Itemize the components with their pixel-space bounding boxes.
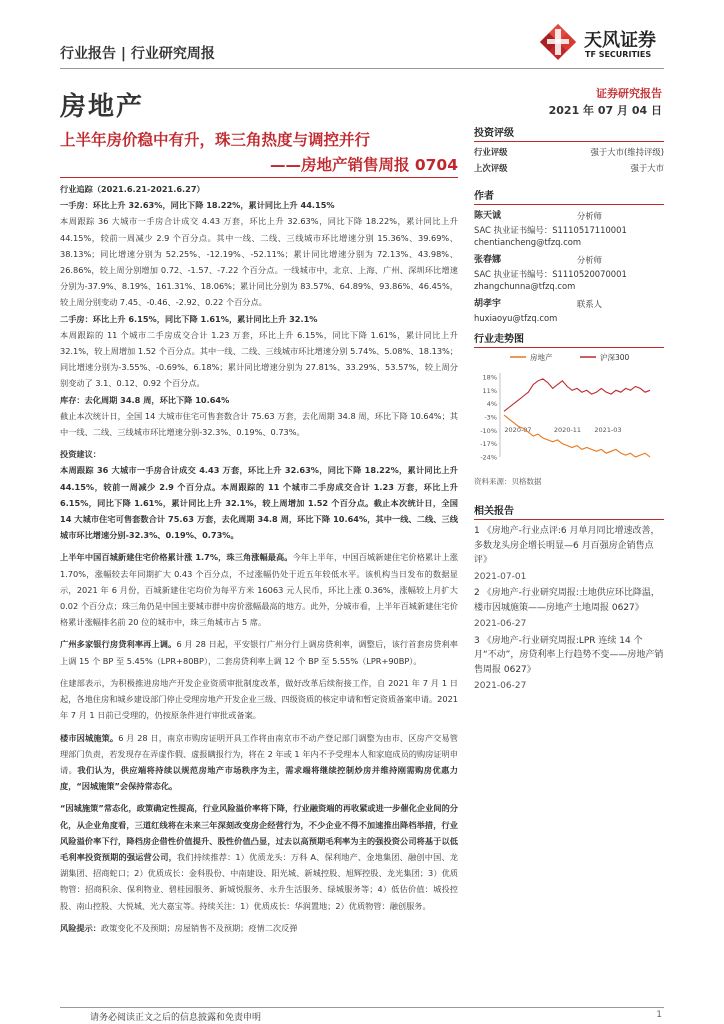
y-tick-label: -24%	[480, 453, 497, 462]
author-entry	[474, 208, 664, 248]
risk-body: 政策变化不及预期；房屋销售不及预期；疫情二次反弹	[100, 922, 298, 933]
related-report-date: 2021-06-27	[474, 681, 527, 691]
author-cert: SAC 执业证书编号：S1110520070001	[474, 269, 627, 279]
y-tick-label: -3%	[484, 413, 497, 422]
x-tick-label: 2021-03	[594, 426, 622, 434]
footer-disclaimer: 请务必阅读正文之后的信息披露和免责申明	[90, 1013, 262, 1023]
author-name: 胡孝宇	[474, 299, 502, 309]
risk-paragraph	[60, 920, 458, 936]
related-report-date: 2021-07-01	[474, 571, 527, 582]
advice-heading: 投资建议：	[60, 449, 101, 460]
series-line	[504, 415, 650, 457]
policy-view-body: 供应端将持续以规范房地产市场秩序为主，需求端将继续控制炒房并维持刚需购房优惠力度，“因城施策”会保持常态化。	[60, 764, 458, 792]
author-email[interactable]: huxiaoyu@tfzq.com	[474, 313, 558, 323]
rating-section	[474, 124, 664, 176]
related-title: 相关报告	[474, 502, 664, 520]
report-type: 证券研究报告	[596, 87, 662, 100]
page-number: 1	[656, 1010, 662, 1020]
author-role: 分析师	[576, 211, 602, 221]
author-role: 分析师	[576, 255, 602, 265]
footer-divider	[60, 1007, 664, 1008]
recommendation-paragraph	[60, 800, 458, 913]
company-logo	[536, 20, 666, 66]
y-tick-label: 4%	[486, 400, 497, 409]
recommendation-body: 我们持续推荐：1）优质龙头：万科 A、保利地产、金地集团、融创中国、龙湖集团、招商蛇口；2）优质成长：金科股份、中南建设、阳光城、新城控股、旭辉控股、龙光集团；3）优质物管：招商积余、保利物业、碧桂园服务、新城悦服务、永升生活服务、绿城服务等；4）低估价值：城投控股、南山控股、大悦城、光大嘉宝等。持续关注：1）优质成长：华润置地；2）优质物管：融创服务。	[60, 851, 458, 911]
industry-rating-value: 强于大市(维持评级)	[590, 147, 664, 157]
industry-rating-label: 行业评级	[474, 147, 508, 157]
mortgage-paragraph	[60, 636, 458, 668]
trend-section	[474, 330, 664, 348]
price-lead: 上半年中国百城新建住宅价格累计涨 1.7%，珠三角涨幅最高。	[60, 552, 293, 563]
x-tick-label: 2020-11	[553, 426, 582, 434]
risk-lead: 风险提示：	[60, 922, 101, 933]
authors-section	[474, 187, 664, 324]
policy-lead: 楼市因城施策。	[60, 732, 119, 743]
logo-chinese: 天风证券	[584, 30, 656, 51]
author-entry	[474, 252, 664, 292]
policy-view: 我们认为，	[77, 764, 121, 775]
new-home-heading: 一手房：环比上升 32.63%，同比下降 18.22%，累计同比上升 44.15%	[60, 200, 335, 211]
tracking-heading: 行业追踪（2021.6.21-2021.6.27）	[60, 184, 205, 194]
sector-title: 房地产	[60, 92, 145, 122]
author-name: 张春娜	[474, 255, 502, 265]
recommendation-lead: “因城施策”常态化，政策确定性提高，行业风险溢价率将下降，行业融资端的再收紧或进一步催化企业间的分化，从企业角度看，三道红线将在未来三年深刻改变房企经营行为，不少企业不得不加速推出降档举措，行业风险溢价率下行，降档房企借性价值提升、股性价值凸显，过去以高预期毛利率为主的强投资公司将基于以低毛利率投资预期的强运营公司，	[60, 803, 458, 862]
mortgage-body: 6 月 28 日起，平安银行广州分行上调房贷利率，调整后，该行首套房贷利率上调 15 个 BP 至 5.45%（LPR+80BP），二套房贷利率上调 12 个 BP 至 5.55%（LPR+90BP）。	[60, 639, 458, 666]
author-entry	[474, 296, 664, 324]
trend-chart	[474, 347, 664, 477]
report-subtitle: ——房地产销售周报 0704	[269, 156, 458, 174]
author-email[interactable]: zhangchunna@tfzq.com	[474, 281, 576, 291]
author-role: 联系人	[576, 299, 602, 309]
inventory-paragraph: 截止本次统计日，全国 14 大城市住宅可售套数合计 75.63 万套，去化周期 34.8 周，环比下降 10.64%；其中一线、二线、三线城市环比增速分别-32.3%、0.19%、0.73%。	[60, 410, 458, 438]
logo-mark-icon	[536, 20, 580, 64]
y-tick-label: 11%	[482, 386, 497, 395]
previous-rating-row	[474, 160, 664, 176]
related-report-date: 2021-06-27	[474, 619, 527, 629]
rating-title: 投资评级	[474, 124, 664, 142]
price-body: 今年上半年，中国百城新建住宅价格累计上涨 1.70%，涨幅较去年同期扩大 0.43 个百分点，不过涨幅仍处于近五年较低水平。该机构当日发布的数据显示，2021 年 6 月份，百城新建住宅均价为每平方米 16063 元人民币，环比上涨 0.36%，涨幅较上月扩大 0.02 个百分点；珠三角仍是中国主要城市群中房价涨幅最高的地方。此外，分城市看，上半年百城新建住宅价格累计涨幅排名前 20 位的城市中，珠三角城市占 5 席。	[60, 552, 458, 628]
y-tick-label: 18%	[482, 373, 497, 382]
new-home-paragraph: 本周跟踪 36 大城市一手房合计成交 4.43 万套，环比上升 32.63%，同比下降 18.22%，累计同比上升 44.15%，较前一周减少 2.9 个百分点。其中一线、二线、三线城市环比增速分别 15.36%、39.69%、38.13%；同比增速分别为 52.25%、-12.19%、-52.11%；累计同比增速分别为 72.13%、43.98%、26.86%，较上周分别增加 0.72、-1.57、-7.22 个百分点。一线城市中，北京、上海、广州、深圳环比增速分别为-37.9%、8.19%、161.31%、18.06%；累计同比分别为 83.57%、64.89%、93.86%、46.45%，较上周分别变动 7.45、-0.46、-2.92、0.22 个百分点。	[60, 216, 458, 308]
y-tick-label: -10%	[480, 426, 497, 435]
advice-paragraph: 本周跟踪 36 大城市一手房合计成交 4.43 万套，环比上升 32.63%，同比下降 18.22%，累计同比上升 44.15%，较前一周减少 2.9 个百分点。本周跟踪的 11 个城市二手房成交合计 1.23 万套，环比上升 6.15%，同比下降 1.61%，累计同比上升 32.1%，较上周增加 1.52 个百分点。截止本次统计日，全国 14 大城市住宅可售套数合计 75.63 万套，去化周期 34.8 周，环比下降 10.64%，其中一线、二线、三线城市环比增速分别-32.3%、0.19%、0.73%。	[60, 465, 458, 541]
mortgage-lead: 广州多家银行房贷利率再上调。	[60, 639, 177, 650]
related-report-link[interactable]: 3 《房地产-行业研究周报:LPR 连续 14 个月“不动”，房贷利率上行趋势不变——房地产销售周报 0627》	[474, 635, 664, 675]
industry-rating-row	[474, 144, 664, 160]
inventory-heading: 库存：去化周期 34.8 周，环比下降 10.64%	[60, 394, 230, 405]
legend-label: 房地产	[530, 353, 553, 362]
series-line	[504, 379, 650, 411]
logo-english: TF SECURITIES	[585, 50, 652, 59]
legend-label: 沪深300	[600, 353, 630, 362]
chart-source: 资料来源：贝格数据	[474, 477, 542, 486]
related-reports-section	[474, 502, 664, 696]
report-date: 2021 年 07 月 04 日	[548, 104, 662, 117]
breadcrumb: 行业报告 | 行业研究周报	[60, 46, 215, 62]
second-home-paragraph: 本周跟踪的 11 个城市二手房成交合计 1.23 万套，环比上升 6.15%，同比下降 1.61%，累计同比上升 32.1%，较上周增加 1.52 个百分点。其中一线、二线、三线城市环比增速分别 5.74%、5.08%、18.13%；同比增速分别为-3.55%、-0.69%、6.18%；累计同比增速分别为 27.81%、33.29%、53.57%，较上周分别变动了 3.1、0.12、0.92 个百分点。	[60, 329, 458, 389]
previous-rating-label: 上次评级	[474, 163, 508, 173]
price-paragraph	[60, 549, 458, 630]
related-report-link[interactable]: 2 《房地产-行业研究周报:土地供应环比降温，楼市因城施策——房地产土地周报 0627》	[474, 588, 660, 613]
y-tick-label: -17%	[480, 440, 497, 449]
related-report-link[interactable]: 1 《房地产-行业点评:6 月单月同比增速改善，多数龙头房企增长明显—6 月百强房企销售点评》	[474, 526, 660, 565]
previous-rating-value: 强于大市	[630, 163, 664, 173]
policy-body: 6 月 28 日，南京市购房证明开具工作将由南京市不动产登记部门调整为由市、区房产交易管理部门负责，若发现存在弄虚作假、虚报瞒报行为，将在 2 年或 1 年内不予受理本人和家庭成员的购房证明申请。	[60, 732, 458, 775]
second-home-heading: 二手房：环比上升 6.15%，同比下降 1.61%，累计同比上升 32.1%	[60, 313, 318, 324]
author-cert: SAC 执业证书编号：S1110517110001	[474, 225, 627, 235]
x-tick-label: 2020-07	[504, 426, 532, 434]
author-email[interactable]: chentiancheng@tfzq.com	[474, 237, 581, 247]
qualification-paragraph: 住建部表示，为积极推进房地产开发企业资质审批制度改革，做好改革后续衔接工作，自 2021 年 7 月 1 日起，各地住房和城乡建设部门停止受理房地产开发企业三级、四级资质的核定申请和暂定资质备案申请。2021 年 7 月 1 日前已受理的，仍按原条件进行审批或备案。	[60, 677, 458, 721]
title-divider	[60, 177, 458, 178]
header-divider	[60, 68, 664, 69]
main-content	[60, 181, 458, 936]
authors-title: 作者	[474, 187, 664, 205]
author-name: 陈天诚	[474, 211, 502, 221]
trend-title: 行业走势图	[474, 330, 664, 348]
policy-paragraph	[60, 730, 458, 795]
report-title: 上半年房价稳中有升，珠三角热度与调控并行	[60, 131, 371, 149]
